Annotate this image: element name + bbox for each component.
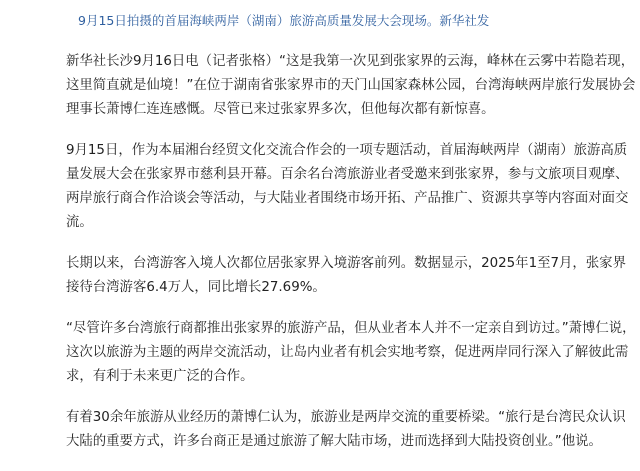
paragraph-4: “尽管许多台湾旅行商都推出张家界的旅游产品，但从业者本人并不一定亲自到访过。”萧博仁说，这次以旅游为主题的两岸交流活动，让岛内业者有机会实地考察，促进两岸同行深入了解彼此需求，有利于未来更广泛的合作。 — [66, 321, 636, 384]
paragraph-1: 新华社长沙9月16日电（记者张格）“这是我第一次见到张家界的云海，峰林在云雾中若隐若现，这里简直就是仙境！”在位于湖南省张家界市的天门山国家森林公园，台湾海峡两岸旅行发展协会理事长萧博仁连连感慨。尽管已来过张家界多次，但他每次都有新惊喜。 — [66, 54, 636, 117]
paragraph-5: 有着30余年旅游从业经历的萧博仁认为，旅游业是两岸交流的重要桥梁。“旅行是台湾民众认识大陆的重要方式，许多台商正是通过旅游了解大陆市场，进而选择到大陆投资创业。”他说。 — [66, 410, 626, 449]
paragraph-2: 9月15日，作为本届湘台经贸文化交流合作会的一项专题活动，首届海峡两岸（湖南）旅游高质量发展大会在张家界市慈利县开幕。百余名台湾旅游业者受邀来到张家界，参与文旅项目观摩、两岸旅行商合作洽谈会等活动，与大陆业者围绕市场开拓、产品推广、资源共享等内容面对面交流。 — [66, 143, 629, 230]
article-body — [66, 50, 636, 471]
photo-caption: 9月15日拍摄的首届海峡两岸（湖南）旅游高质量发展大会现场。新华社发 — [78, 13, 490, 28]
paragraph-3: 长期以来，台湾游客入境人次都位居张家界入境游客前列。数据显示，2025年1至7月，张家界接待台湾游客6.4万人，同比增长27.69%。 — [66, 256, 626, 295]
